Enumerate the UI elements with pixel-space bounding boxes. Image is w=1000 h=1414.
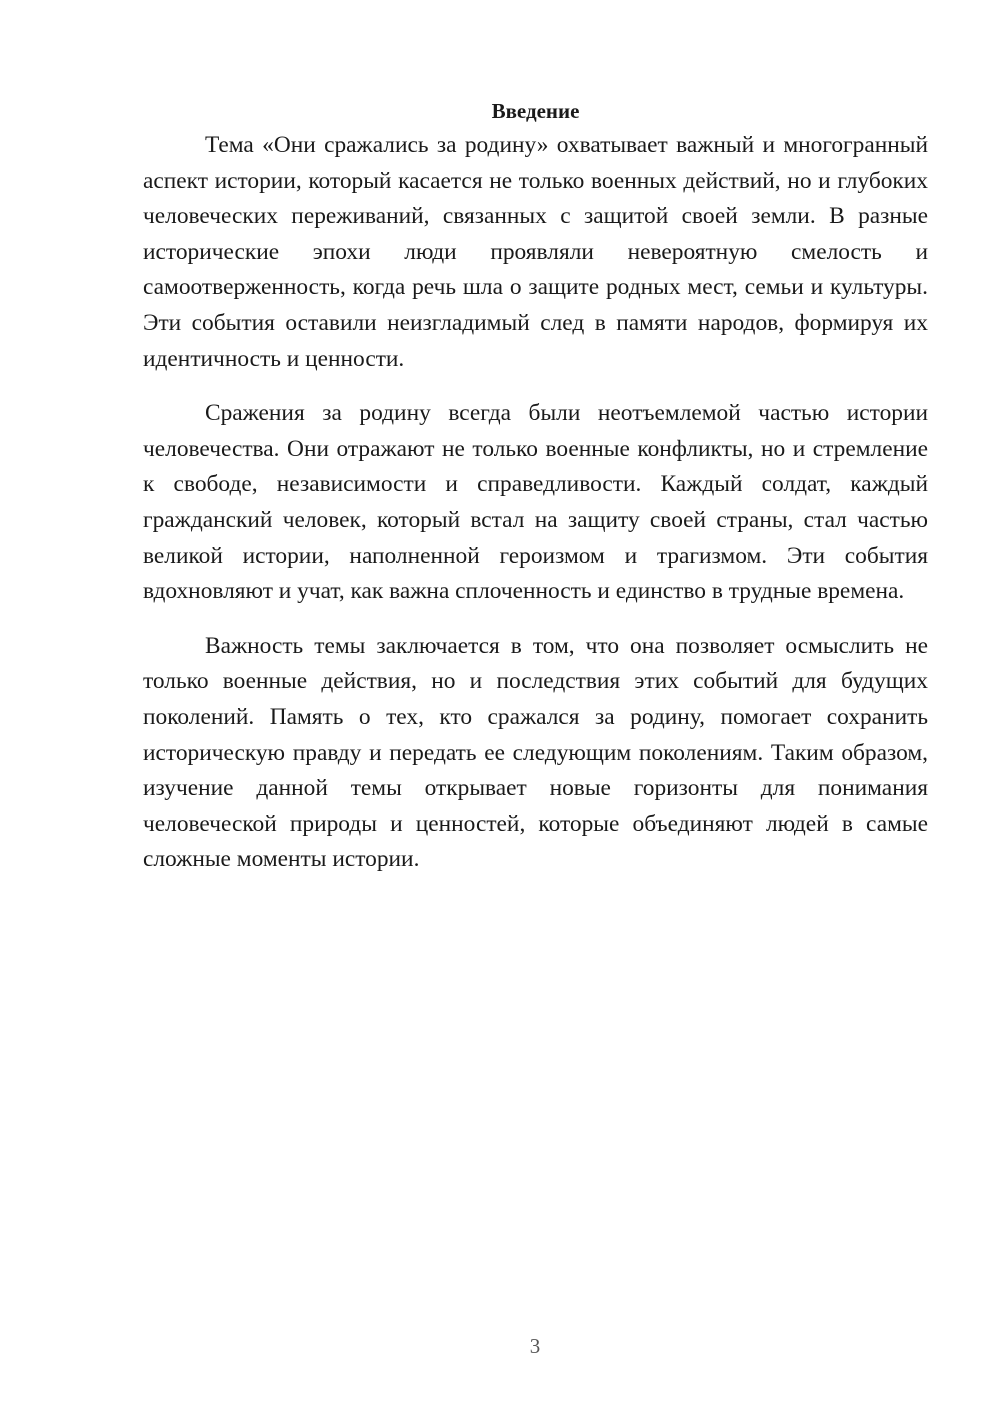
section-heading: Введение [491,99,580,123]
paragraph-1: Тема «Они сражались за родину» охватывает важный и многогранный аспект истории, который касается не только военных действий, но и глубоких человеческих переживаний, связанных с защитой своей земли. В разные исторические эпохи люди проявляли невероятную смелость и самоотверженность, когда речь шла о защите родных мест, семьи и культуры. Эти события оставили неизгладимый след в памяти народов, формируя их идентичность и ценности. [143,132,928,372]
paragraph-2: Сражения за родину всегда были неотъемлемой частью истории человечества. Они отражают не только военные конфликты, но и стремление к свободе, независимости и справедливости. Каждый солдат, каждый гражданский человек, который встал на защиту своей страны, стал частью великой истории, наполненной героизмом и трагизмом. Эти события вдохновляют и учат, как важна сплоченность и единство в трудные времена. [143,400,928,605]
page-number: 3 [529,1334,541,1358]
paragraph-3: Важность темы заключается в том, что она позволяет осмыслить не только военные действия, но и последствия этих событий для будущих поколений. Память о тех, кто сражался за родину, помогает сохранить историческую правду и передать ее следующим поколениям. Таким образом, изучение данной темы открывает новые горизонты для понимания человеческой природы и ценностей, которые объединяют людей в самые сложные моменты истории. [143,632,928,873]
document-body [143,96,928,897]
